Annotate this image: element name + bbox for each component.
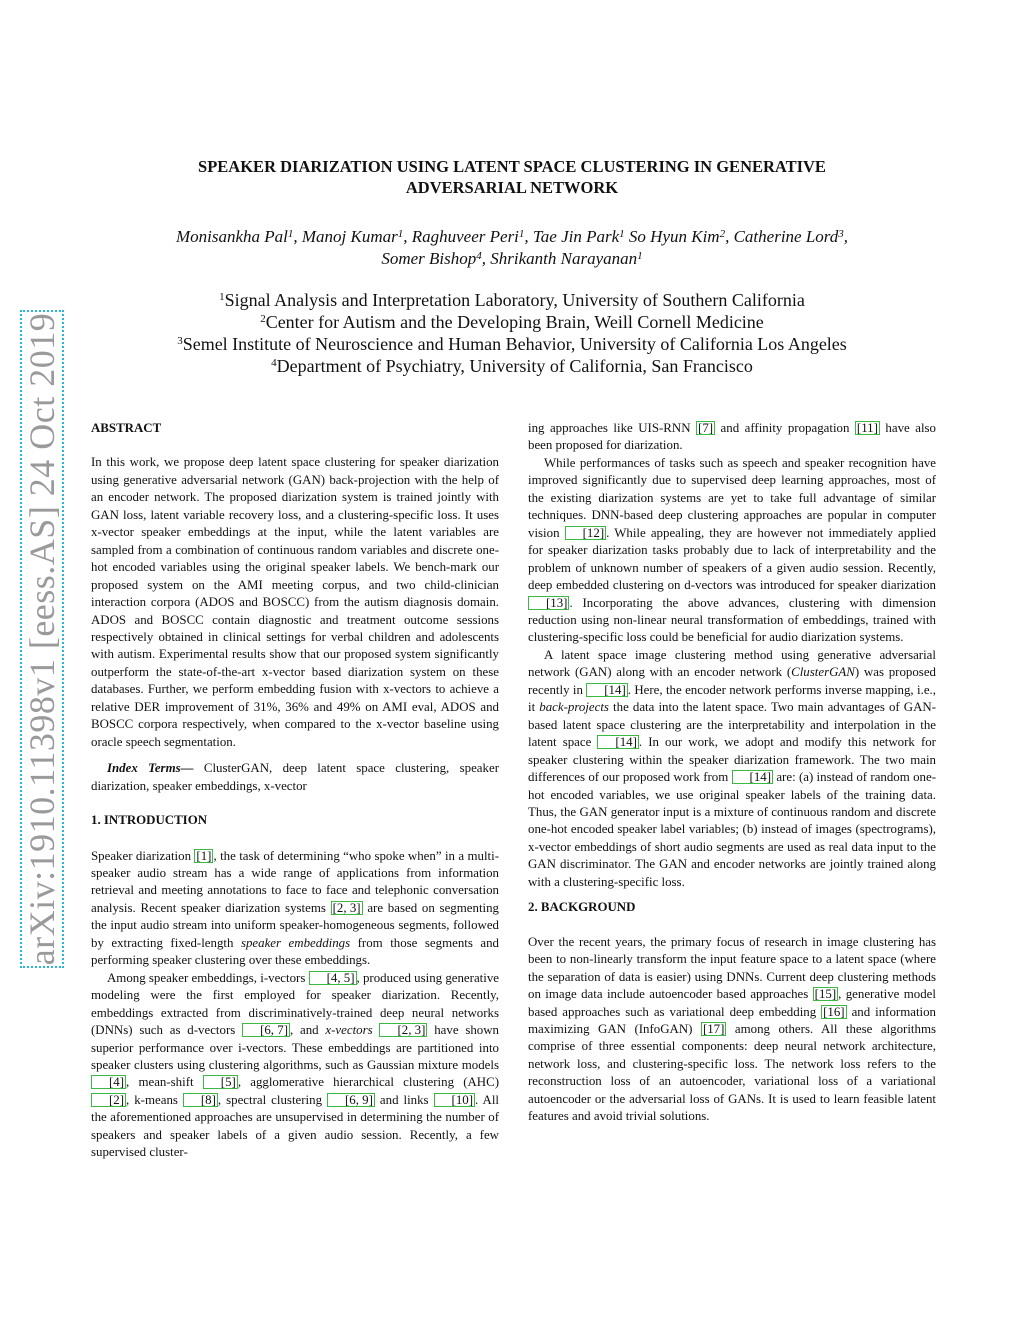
citation-link[interactable]: [15]	[814, 987, 837, 1002]
affiliation-text: Center for Autism and the Developing Brain, Weill Cornell Medicine	[265, 312, 764, 332]
text-run: , generative model based approaches such as variational deep embedding	[528, 987, 936, 1019]
citation-link[interactable]: [5]	[203, 1075, 238, 1089]
text-run: among others. All these algorithms comprise of three essential components: deep neural network architecture, network loss, and clustering-specific loss. The network loss refers to the reconstruction loss of an autoencoder, variational loss of a variational autoencoder or the adversarial loss of GANs. It is used to learn feasible latent features and avoid trivial solutions.	[528, 1021, 936, 1124]
paper-title	[100, 156, 924, 198]
author-name: Shrikanth Narayanan	[490, 249, 638, 268]
affiliation-number: 1	[219, 291, 225, 303]
text-run: Among speaker embeddings, i-vectors	[107, 970, 309, 985]
text-run: , spectral clustering	[217, 1092, 327, 1107]
citation-link[interactable]: [6, 9]	[327, 1093, 375, 1107]
author-separator: ,	[481, 249, 491, 268]
citation-link[interactable]: [17]	[702, 1021, 725, 1036]
index-terms	[91, 760, 499, 795]
text-run: have shown superior performance over i-vectors. These embeddings are partitioned into speaker clusters using clustering algorithms, such as Gaussian mixture models	[91, 1023, 499, 1072]
author-name: Somer Bishop	[381, 249, 477, 268]
citation-link[interactable]: [8]	[183, 1093, 218, 1107]
author-affiliation-mark: 1	[397, 228, 404, 240]
affiliation-line	[90, 311, 934, 333]
index-terms-label: Index Terms—	[107, 761, 194, 776]
emphasized-text: back-projects	[539, 700, 609, 715]
text-run: , k-means	[126, 1092, 183, 1107]
arxiv-stamp	[20, 310, 68, 970]
author-line	[90, 226, 934, 248]
text-run: , agglomerative hierarchical clustering (AHC)	[237, 1075, 500, 1090]
text-run: ing approaches like UIS-RNN	[528, 421, 697, 435]
citation-link[interactable]: [6, 7]	[242, 1023, 290, 1037]
emphasized-text: ClusterGAN	[791, 665, 855, 680]
affiliation-text: Signal Analysis and Interpretation Laboratory, University of Southern California	[224, 290, 805, 310]
affiliation-line	[90, 289, 934, 311]
author-name: Monisankha Pal	[175, 227, 288, 246]
text-run: A latent space image clustering method using generative adversarial network (GAN) along with an encoder network (	[528, 647, 936, 680]
affiliation-list	[90, 289, 934, 377]
text-run: While performances of tasks such as speech and speaker recognition have improved significantly due to supervised deep learning approaches, most of the existing diarization systems are yet to take full advantage of similar techniques. DNN-based deep clustering approaches are popular in computer vision	[528, 455, 936, 540]
text-run: are based on segmenting the input audio stream into uniform speaker-homogeneous segments, followed by extracting fixed-length	[91, 900, 499, 950]
author-separator: ,	[725, 227, 734, 246]
author-affiliation-mark: 1	[518, 228, 525, 240]
citation-link[interactable]: [4]	[91, 1075, 126, 1089]
right-column	[528, 420, 936, 1126]
intro-paragraph-2	[91, 970, 499, 1162]
citation-link[interactable]: [13]	[528, 596, 569, 610]
author-name: Catherine Lord	[733, 227, 839, 246]
text-run: and links	[374, 1092, 434, 1107]
right-paragraph-0	[528, 420, 936, 455]
right-paragraph-2	[528, 647, 936, 891]
text-run: and information maximizing GAN (InfoGAN)	[528, 1004, 936, 1036]
text-run: have also been proposed for diarization.	[528, 421, 936, 453]
citation-link[interactable]: [14]	[597, 735, 638, 749]
text-run: are: (a) instead of random one-hot encoded variables, we use original speaker labels of the training data. Thus, the GAN generator input is a mixture of continuous random and discrete one-hot encoded speaker label variables; (b) instead of images (spectrograms), x-vector embeddings of short audio segments are used as real data input to the GAN discriminator. The GAN and encoder networks are jointly trained along with a clustering-specific loss.	[528, 770, 936, 889]
arxiv-identifier[interactable]: arXiv:1910.11398v1 [eess.AS] 24 Oct 2019	[22, 312, 62, 966]
citation-link[interactable]: [14]	[586, 683, 627, 697]
introduction-heading: 1. INTRODUCTION	[91, 813, 208, 828]
text-run	[373, 1023, 380, 1037]
text-run: . While appealing, they are however not immediately applied for speaker diarization tasks probably due to lack of interpretability and the problem of unknown number of speakers of a given audio session. Recently, deep embedded clustering on d-vectors was introduced for speaker diarization	[528, 525, 936, 593]
citation-link[interactable]: [12]	[565, 526, 606, 540]
author-name: Manoj Kumar	[301, 227, 398, 246]
author-name: Tae Jin Park	[532, 227, 620, 246]
text-run: , and	[289, 1023, 326, 1038]
text-run: , mean-shift	[126, 1075, 203, 1090]
author-affiliation-mark: 4	[476, 250, 482, 262]
author-list	[90, 226, 934, 270]
author-separator: ,	[403, 227, 412, 246]
citation-link[interactable]: [16]	[823, 1004, 845, 1019]
citation-link[interactable]: [14]	[732, 770, 773, 784]
citation-link[interactable]: [7]	[698, 421, 714, 435]
citation-link[interactable]: [10]	[434, 1093, 475, 1107]
abstract-text: In this work, we propose deep latent space clustering for speaker diarization using generative adversarial network (GAN) back-projection with the help of an encoder network. The proposed diarization system is trained jointly with GAN loss, latent variable recovery loss, and a clustering-specific loss. It uses x-vector speaker embeddings at the input, while the latent variables are sampled from a combination of continuous random variables and discrete one-hot encoded variables using the original speaker labels. We bench-mark our proposed system on the AMI meeting corpus, and two child-clinician interaction corpora (ADOS and BOSCC) from the autism diagnosis domain. ADOS and BOSCC contain diagnostic and treatment outcome sessions respectively obtained in clinical settings for verbal children and adolescents with autism. Experimental results show that our proposed system significantly outperform the state-of-the-art x-vector based diarization system on these databases. Further, we perform embedding fusion with x-vectors to achieve a relative DER improvement of 31%, 36% and 49% on AMI eval, ADOS and BOSCC corpora respectively, when compared to the x-vector baseline using oracle speech segmentation.	[91, 455, 499, 749]
intro-paragraph-1	[91, 848, 499, 970]
background-paragraph-1	[528, 934, 936, 1126]
background-heading: 2. BACKGROUND	[528, 900, 636, 915]
citation-link[interactable]: [2, 3]	[379, 1023, 427, 1037]
author-separator: ,	[524, 227, 533, 246]
affiliation-text: Department of Psychiatry, University of California, San Francisco	[276, 356, 753, 376]
author-name: Raghuveer Peri	[411, 227, 519, 246]
title-line-2: ADVERSARIAL NETWORK	[405, 178, 619, 197]
text-run: ) was proposed recently in	[528, 665, 936, 697]
author-affiliation-mark: 1	[637, 250, 643, 262]
affiliation-number: 4	[271, 357, 277, 369]
citation-link[interactable]: [4, 5]	[309, 971, 357, 985]
title-line-1: SPEAKER DIARIZATION USING LATENT SPACE CLUSTERING IN GENERATIVE	[198, 157, 826, 176]
author-name: So Hyun Kim	[628, 227, 720, 246]
author-affiliation-mark: 3	[838, 228, 844, 240]
text-run: from those segments and performing speaker clustering over these embeddings.	[91, 935, 499, 968]
author-affiliation-mark: 1	[287, 228, 294, 240]
text-run: Over the recent years, the primary focus of research in image clustering has been to non-linearly transform the input feature space to a latent space (where the separation of data is easier) using DNNs. Current deep clustering methods on image data include autoencoder based approaches	[528, 934, 936, 1002]
emphasized-text: speaker embeddings	[240, 935, 351, 950]
citation-link[interactable]: [2, 3]	[332, 900, 361, 915]
author-affiliation-mark: 2	[719, 228, 726, 240]
text-run: and affinity propagation	[715, 421, 855, 435]
left-column	[91, 420, 499, 1162]
text-run: the data into the latent space. Two main advantages of GAN-based latent space clustering are the interpretability and interpolation in the latent space	[528, 700, 936, 750]
text-run: . Here, the encoder network performs inverse mapping, i.e., it	[528, 682, 936, 715]
index-terms-text: ClusterGAN, deep latent space clustering, speaker diarization, speaker embeddings, x-vector	[91, 761, 499, 793]
text-run: , the task of determining “who spoke when” in a multi-speaker audio stream has a wide range of applications from information retrieval and meeting annotations to face to face and telephonic conversation analysis. Recent speaker diarization systems	[91, 848, 499, 915]
abstract-heading: ABSTRACT	[91, 421, 162, 435]
citation-link[interactable]: [1]	[196, 848, 212, 863]
right-paragraph-1	[528, 455, 936, 647]
emphasized-text: x-vectors	[325, 1023, 373, 1038]
affiliation-number: 2	[260, 313, 266, 325]
affiliation-number: 3	[177, 335, 183, 347]
author-separator: ,	[843, 227, 849, 246]
text-run: . All the aforementioned approaches are unsupervised in determining the number of speakers and speaker labels of a given audio session. Recently, a few supervised cluster-	[91, 1092, 499, 1160]
text-run: . In our work, we adopt and modify this network for speaker clustering within the speaker diarization framework. The two main differences of our proposed work from	[528, 735, 936, 785]
author-affiliation-mark: 1	[619, 228, 625, 240]
citation-link[interactable]: [2]	[91, 1093, 126, 1107]
citation-link[interactable]: [11]	[856, 421, 878, 435]
affiliation-line	[90, 355, 934, 377]
author-line	[90, 248, 934, 270]
text-run: Speaker diarization	[91, 848, 195, 863]
affiliation-line	[90, 333, 934, 355]
affiliation-text: Semel Institute of Neuroscience and Human Behavior, University of California Los Angeles	[182, 334, 847, 354]
text-run: . Incorporating the above advances, clustering with dimension reduction using non-linear neural transformation of embeddings, trained with clustering-specific loss could be beneficial for audio diarization systems.	[528, 595, 936, 645]
text-run: , produced using generative modeling were the first employed for speaker diarization. Recently, embeddings extracted from discriminatively-trained deep neural networks (DNNs) such as d-vectors	[91, 970, 499, 1038]
author-separator: ,	[293, 227, 302, 246]
